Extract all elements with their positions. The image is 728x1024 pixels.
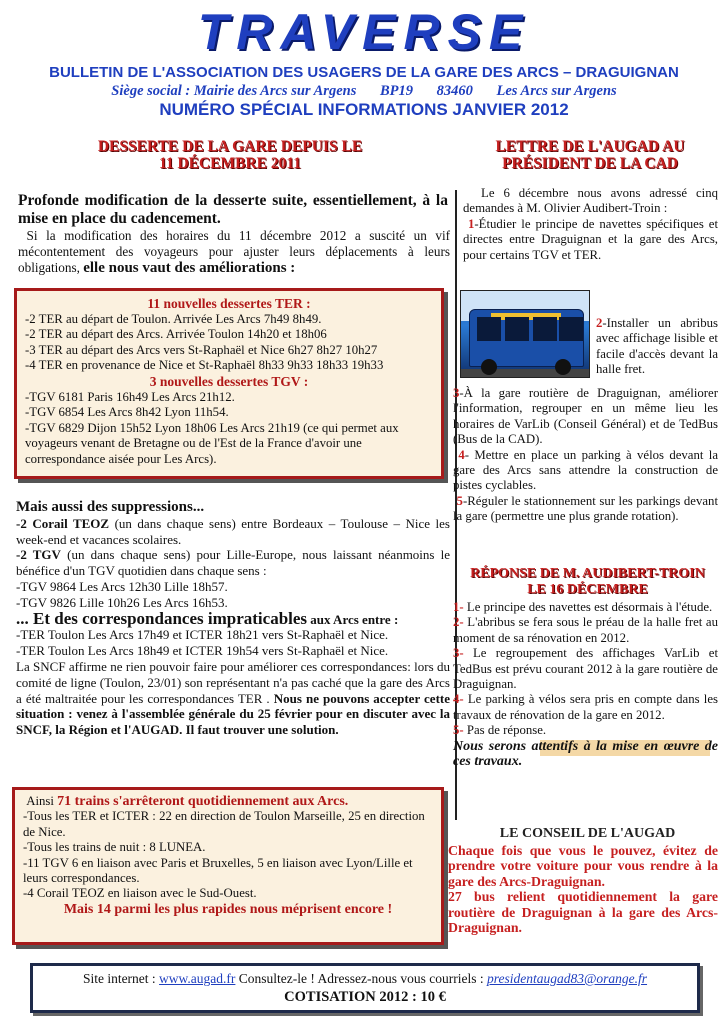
right-section-heading [470,138,710,172]
summary-line-3: -11 TGV 6 en liaison avec Paris et Bruxelles, 5 en liaison avec Lyon/Lille et leurs correspondances. [23,855,413,886]
headquarters-postcode: 83460 [436,83,473,99]
tgv-heading: 3 nouvelles dessertes TGV : [149,373,309,389]
corr-head: ... Et des correspondances impraticables [16,608,308,628]
suppressions-section [16,500,450,738]
letter-demands-rest [453,386,718,525]
headquarters-line [0,83,728,100]
demand-3 [453,386,718,448]
tgv-lille-1: -TGV 9864 Les Arcs 12h30 Lille 18h57. [16,578,228,594]
right-heading-line-2: PRÉSIDENT DE LA CAD [502,155,678,172]
summary-line-4: -4 Corail TEOZ en liaison avec le Sud-Ouest. [23,886,257,901]
new-services-box [14,288,444,479]
correspondence-1: -TER Toulon Les Arcs 17h49 et ICTER 18h21 vers St-Raphaël et Nice. [16,627,389,643]
tgv-line-3: -TGV 6829 Dijon 15h52 Lyon 18h06 Les Arcs 21h19 (ce qui permet aux voyageurs venant de Bretagne ou de l'Est de la France d'avoir une correspondance aisée pour Les Arcs). [25,420,399,466]
ter-line-2: -2 TER au départ des Arcs. Arrivée Toulon 14h20 et 18h06 [25,327,327,342]
reply-4-text: Le parking à vélos sera pris en compte dans les travaux de rénovation de la gare en 2012. [453,692,718,722]
intro-bold-paragraph: Profonde modification de la desserte suite, essentiellement, à la mise en place du cadencement. [18,192,448,227]
mail-label: Adressez-nous vous courriels : [317,971,484,986]
reply-2 [453,615,718,646]
advice-1: Chaque fois que vous le pouvez, évitez de prendre votre voiture pour vous rendre à la gare des Arcs-Draguignan. [448,843,718,889]
letter-paragraph [463,186,718,263]
corail-label: -2 Corail TEOZ [16,515,110,531]
reply-5 [453,723,718,738]
demand-4 [453,448,718,494]
footer-box [30,963,700,1013]
headquarters-bp: BP19 [379,83,413,99]
summary-conclusion: Mais 14 parmi les plus rapides nous méprisent encore ! [63,901,393,917]
reply-1-text: Le principe des navettes est désormais à l'étude. [466,600,713,614]
newsletter-title: TRAVERSE [197,4,531,60]
demand-4-number: 4 [458,447,465,462]
reply-3 [453,646,718,692]
reply-2-text: L'abribus se fera sous le préau de la halle fret au moment de sa rénovation en 2012. [453,615,719,645]
suppressions-heading: Mais aussi des suppressions... [16,499,205,515]
reply-1-number: 1- [453,600,464,614]
advice-2: 27 bus relient quotidiennement la gare routière de Draguignan à la gare des Arcs-Draguignan. [448,889,718,936]
tgv-line-1: -TGV 6181 Paris 16h49 Les Arcs 21h12. [25,389,235,404]
reply-heading-line-1: RÉPONSE DE M. AUDIBERT-TROIN [470,566,705,581]
advice-heading: LE CONSEIL DE L'AUGAD [499,826,676,841]
sncf-paragraph [16,659,450,738]
correspondence-2: -TER Toulon Les Arcs 18h49 et ICTER 19h54 vers St-Raphaël et Nice. [16,643,389,659]
bus-photo-icon [460,290,590,378]
left-heading-line-2: 11 DÉCEMBRE 2011 [158,155,302,172]
issue-title: NUMÉRO SPÉCIAL INFORMATIONS JANVIER 2012 [159,100,569,119]
site-label: Site internet : [82,971,156,986]
reply-4 [453,692,718,723]
summary-big: 71 trains s'arrêteront quotidiennement aux Arcs. [57,794,349,809]
tgv-paragraph [16,547,450,579]
reply-section [453,600,718,769]
letter-intro: Le 6 décembre nous avons adressé cinq demandes à M. Olivier Audibert-Troin : [463,186,718,216]
consult-text: Consultez-le ! [238,971,315,986]
corail-paragraph [16,516,450,548]
ter-line-4: -4 TER en provenance de Nice et St-Raphaël 8h33 9h33 18h33 19h33 [25,358,384,373]
sncf-text: La SNCF affirme ne rien pouvoir faire pour améliorer ces correspondances: lors du comité de ligne (Toulon, 23/01) son représentant n'a pas caché que la gare des Arcs a été maltraitée pour les correspondances TER . [16,658,450,706]
reply-2-number: 2- [453,615,464,630]
summary-headline [23,794,433,809]
tgv-label: -2 TGV [16,547,61,563]
correspondences-heading [16,608,450,628]
demand-4-text: - Mettre en place un parking à vélos devant la gare des Arcs sans attendre la construction de pistes cyclables. [453,447,718,493]
attentifs-note: Nous serons attentifs à la mise en œuvre de ces travaux. [453,738,718,769]
reply-5-number: 5- [453,723,464,738]
demand-2-text: -Installer un abribus avec affichage lisible et facile d'accès devant la halle fret. [596,316,718,377]
demand-1-text: -Étudier le principe de navettes spécifiques et directes entre Draguignan et la gare des Arcs, pour certains TGV et TER. [463,216,719,262]
sncf-bold: Nous ne pouvons accepter cette situation : venez à l'assemblée générale du 25 février pour en discuter avec la SNCF, la Région et l'AUGAD. Il faut trouver une solution. [16,690,450,738]
intro-paragraph [18,228,450,276]
demand-5-number: 5 [456,493,463,508]
left-section-heading [85,138,375,172]
footer-contact-line [33,970,697,988]
summary-intro: Ainsi [26,794,54,808]
demand-3-number: 3 [453,386,460,400]
advice-section [448,843,718,935]
reply-3-number: 3- [453,646,464,661]
demand-1 [463,217,718,263]
corr-tail: aux Arcs entre : [310,611,399,627]
left-heading-line-1: DESSERTE DE LA GARE DEPUIS LE [97,138,363,155]
demand-5 [453,494,718,525]
right-heading-line-1: LETTRE DE L'AUGAD AU [495,138,685,155]
trains-summary-box [12,787,444,945]
reply-1 [453,600,718,615]
tgv-line-2: -TGV 6854 Les Arcs 8h42 Lyon 11h54. [25,405,229,420]
demand-2-number: 2 [596,316,603,330]
membership-fee: COTISATION 2012 : 10 € [284,989,446,1005]
reply-heading [460,566,715,598]
association-name: BULLETIN DE L'ASSOCIATION DES USAGERS DE LA GARE DES ARCS – DRAGUIGNAN [49,64,679,81]
demand-5-text: -Réguler le stationnement sur les parkings devant la gare (permettre une plus grande rotation). [453,493,719,524]
reply-heading-line-2: LE 16 DÉCEMBRE [527,582,648,597]
reply-5-text: Pas de réponse. [466,723,547,738]
intro-emphasis: elle nous vaut des améliorations : [83,260,296,276]
tgv-lille-2: -TGV 9826 Lille 10h26 Les Arcs 16h53. [16,594,228,610]
email-link[interactable]: presidentaugad83@orange.fr [487,971,648,986]
ter-line-3: -3 TER au départ des Arcs vers St-Raphaël et Nice 6h27 8h27 10h27 [25,342,378,357]
summary-line-2: -Tous les trains de nuit : 8 LUNEA. [23,840,206,855]
corail-text: (un dans chaque sens) entre Bordeaux – Toulouse – Nice les week-end et vacances scolaires. [16,515,450,547]
intro-text: Si la modification des horaires du 11 décembre 2012 a suscité un vif mécontentement des voyageurs pour ajuster leurs déplacements à leurs obligations, [18,228,451,275]
headquarters-address: Siège social : Mairie des Arcs sur Argens [111,83,357,99]
summary-line-1: -Tous les TER et ICTER : 22 en direction de Toulon Marseille, 25 en direction de Nice. [23,809,425,839]
demand-1-number: 1 [467,216,475,231]
demand-3-text: -À la gare routière de Draguignan, améliorer l'information, regrouper en un même lieu les horaires de VarLib (Conseil Général) et de TedBus (Bus de la CAD). [453,386,718,447]
demand-2 [596,316,718,378]
headquarters-city: Les Arcs sur Argens [496,83,617,99]
website-link[interactable]: www.augad.fr [159,971,236,986]
ter-line-1: -2 TER au départ de Toulon. Arrivée Les Arcs 7h49 8h49. [25,311,322,326]
tgv-text: (un dans chaque sens) pour Lille-Europe, nous laissant néanmoins le bénéfice d'un TGV quotidien dans chaque sens : [16,547,451,579]
reply-4-number: 4- [453,692,464,707]
reply-3-text: Le regroupement des affichages VarLib et TedBus est prévu courant 2012 à la gare routière de Draguignan. [453,646,719,692]
ter-heading: 11 nouvelles dessertes TER : [147,296,311,311]
